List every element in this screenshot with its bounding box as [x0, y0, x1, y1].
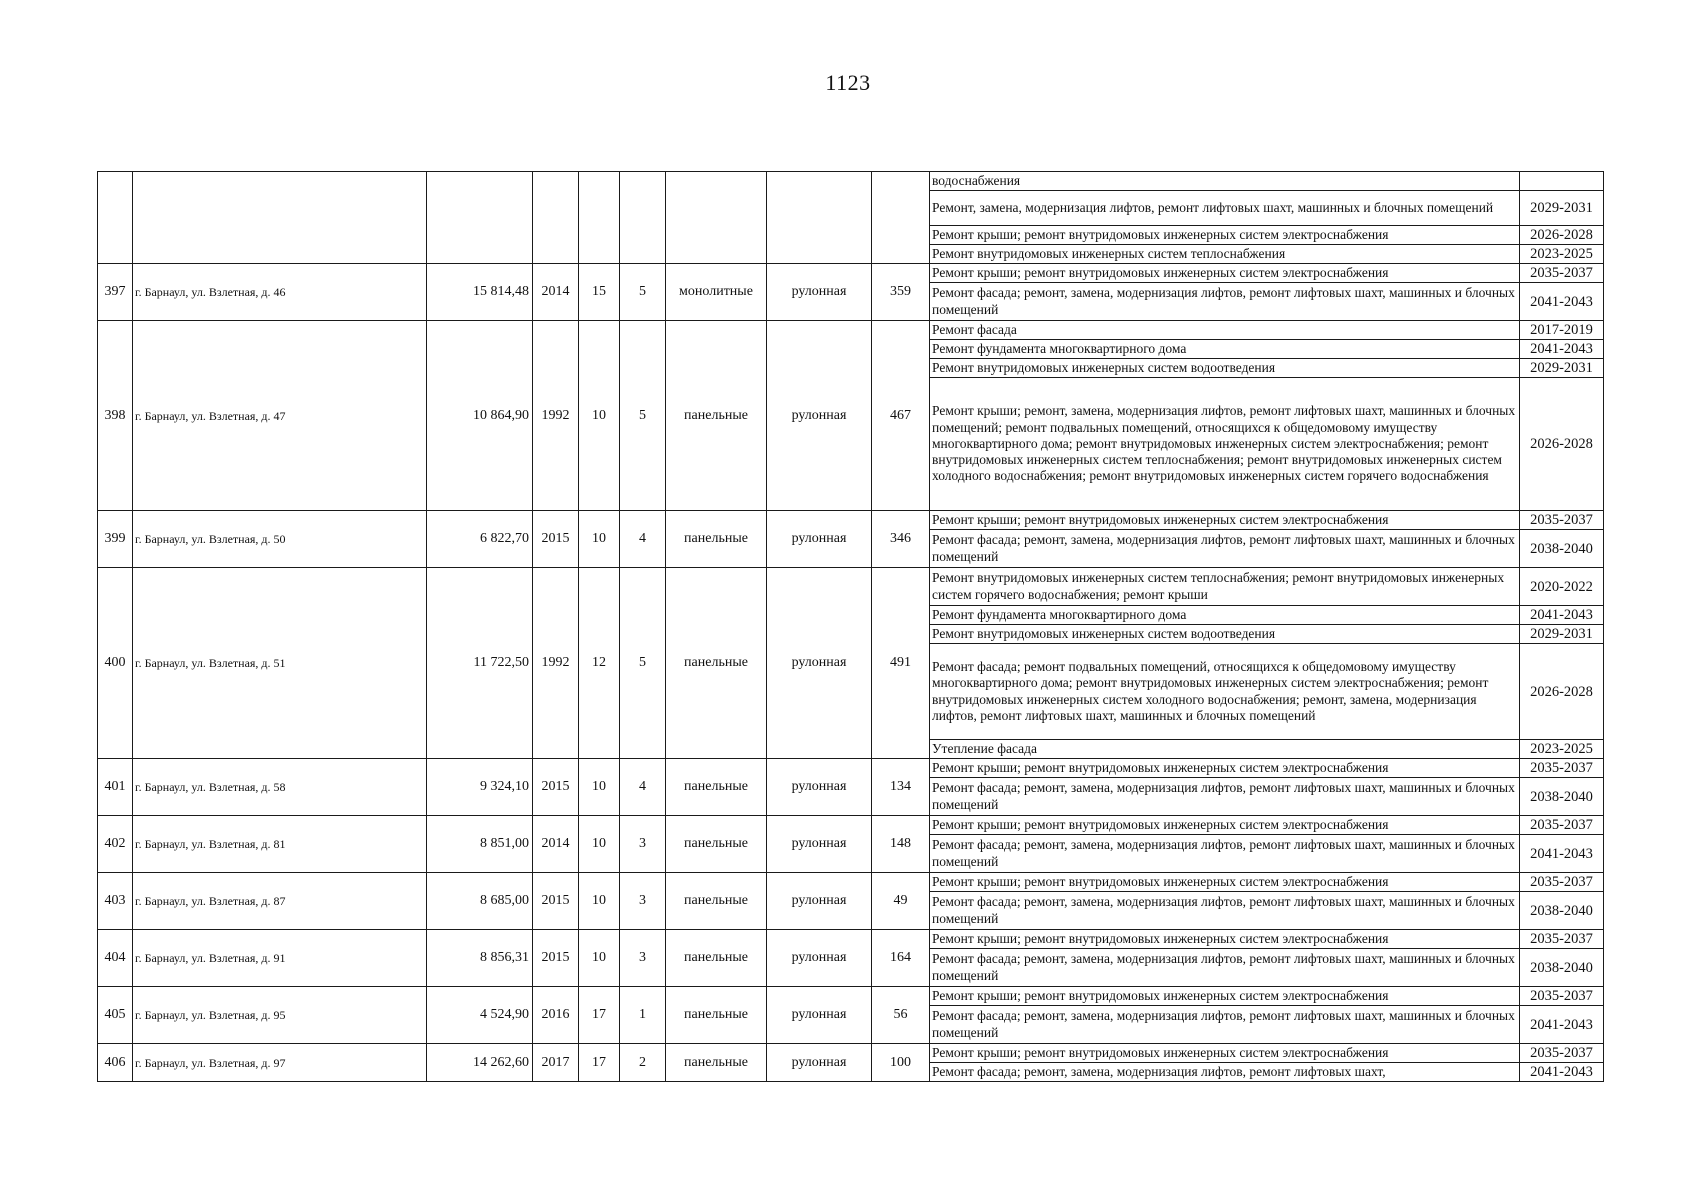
total-area: 15 814,48: [427, 264, 533, 321]
work-period: 2041-2043: [1520, 1063, 1604, 1082]
table-row: [98, 321, 1604, 340]
work-period: 2035-2037: [1520, 264, 1604, 283]
wall-material: панельные: [666, 759, 767, 816]
resident-count: 100: [872, 1044, 930, 1082]
resident-count: 134: [872, 759, 930, 816]
building-address: г. Барнаул, ул. Взлетная, д. 50: [133, 511, 427, 568]
entrance-count: 2: [620, 1044, 666, 1082]
table-row: [98, 511, 1604, 530]
table-row: [98, 873, 1604, 892]
entrance-count: 5: [620, 568, 666, 759]
commission-year: 1992: [533, 321, 579, 511]
residents-cell: [872, 172, 930, 264]
work-period: 2041-2043: [1520, 340, 1604, 359]
total-area: 8 856,31: [427, 930, 533, 987]
building-address: г. Барнаул, ул. Взлетная, д. 91: [133, 930, 427, 987]
roof-type: рулонная: [767, 873, 872, 930]
table-row: [98, 264, 1604, 283]
building-address: г. Барнаул, ул. Взлетная, д. 87: [133, 873, 427, 930]
resident-count: 491: [872, 568, 930, 759]
table-row: [98, 987, 1604, 1006]
resident-count: 49: [872, 873, 930, 930]
work-description: Ремонт крыши; ремонт внутридомовых инженерных систем электроснабжения: [930, 1044, 1520, 1063]
commission-year: 2015: [533, 930, 579, 987]
work-period: 2023-2025: [1520, 245, 1604, 264]
commission-year: 2015: [533, 873, 579, 930]
table-row: [98, 568, 1604, 606]
building-address: г. Барнаул, ул. Взлетная, д. 51: [133, 568, 427, 759]
work-description: Ремонт крыши; ремонт внутридомовых инженерных систем электроснабжения: [930, 816, 1520, 835]
roof-type: рулонная: [767, 930, 872, 987]
total-area: 11 722,50: [427, 568, 533, 759]
work-description: Ремонт фасада; ремонт подвальных помещений, относящихся к общедомовому имуществу многоквартирного дома; ремонт внутридомовых инженерных систем электроснабжения; ремонт внутридомовых инженерных систем холодного водоснабжения; ремонт, замена, модернизация лифтов, ремонт лифтовых шахт, машинных и блочных помещений: [930, 644, 1520, 740]
row-number: 397: [98, 264, 133, 321]
work-period: 2029-2031: [1520, 359, 1604, 378]
roof-type: рулонная: [767, 568, 872, 759]
work-description: Ремонт фасада; ремонт, замена, модернизация лифтов, ремонт лифтовых шахт, машинных и блочных помещений: [930, 530, 1520, 568]
address-cell: [133, 172, 427, 264]
entrance-count: 5: [620, 264, 666, 321]
housing-repair-table: [97, 171, 1604, 1082]
table-row: [98, 816, 1604, 835]
work-description: Ремонт фасада: [930, 321, 1520, 340]
work-description: водоснабжения: [930, 172, 1520, 191]
roof-cell: [767, 172, 872, 264]
resident-count: 346: [872, 511, 930, 568]
work-description: Ремонт крыши; ремонт внутридомовых инженерных систем электроснабжения: [930, 987, 1520, 1006]
roof-type: рулонная: [767, 987, 872, 1044]
floor-count: 17: [579, 987, 620, 1044]
year-cell: [533, 172, 579, 264]
commission-year: 2014: [533, 264, 579, 321]
wall-material: панельные: [666, 511, 767, 568]
floor-count: 10: [579, 930, 620, 987]
total-area: 8 685,00: [427, 873, 533, 930]
wall-material: панельные: [666, 1044, 767, 1082]
entrance-count: 3: [620, 816, 666, 873]
work-period: 2041-2043: [1520, 606, 1604, 625]
work-period: 2029-2031: [1520, 625, 1604, 644]
floors-cell: [579, 172, 620, 264]
entrance-count: 4: [620, 511, 666, 568]
work-period: 2038-2040: [1520, 530, 1604, 568]
work-description: Ремонт крыши; ремонт внутридомовых инженерных систем электроснабжения: [930, 511, 1520, 530]
work-period: 2020-2022: [1520, 568, 1604, 606]
total-area: 14 262,60: [427, 1044, 533, 1082]
roof-type: рулонная: [767, 264, 872, 321]
wall-material: панельные: [666, 568, 767, 759]
work-period: 2041-2043: [1520, 1006, 1604, 1044]
floor-count: 12: [579, 568, 620, 759]
building-address: г. Барнаул, ул. Взлетная, д. 97: [133, 1044, 427, 1082]
work-description: Ремонт крыши; ремонт внутридомовых инженерных систем электроснабжения: [930, 759, 1520, 778]
work-period: 2041-2043: [1520, 283, 1604, 321]
work-period: 2029-2031: [1520, 191, 1604, 226]
wall-material: монолитные: [666, 264, 767, 321]
work-description: Ремонт фасада; ремонт, замена, модернизация лифтов, ремонт лифтовых шахт, машинных и блочных помещений: [930, 949, 1520, 987]
table-row: [98, 930, 1604, 949]
work-period: 2035-2037: [1520, 873, 1604, 892]
commission-year: 2017: [533, 1044, 579, 1082]
work-description: Ремонт внутридомовых инженерных систем теплоснабжения: [930, 245, 1520, 264]
wall-material: панельные: [666, 873, 767, 930]
floor-count: 15: [579, 264, 620, 321]
entrance-count: 1: [620, 987, 666, 1044]
resident-count: 359: [872, 264, 930, 321]
building-address: г. Барнаул, ул. Взлетная, д. 46: [133, 264, 427, 321]
work-description: Ремонт фасада; ремонт, замена, модернизация лифтов, ремонт лифтовых шахт, машинных и блочных помещений: [930, 1006, 1520, 1044]
area-cell: [427, 172, 533, 264]
work-description: Ремонт фундамента многоквартирного дома: [930, 340, 1520, 359]
walls-cell: [666, 172, 767, 264]
entrance-count: 3: [620, 873, 666, 930]
work-description: Ремонт крыши; ремонт внутридомовых инженерных систем электроснабжения: [930, 264, 1520, 283]
roof-type: рулонная: [767, 816, 872, 873]
work-description: Ремонт фундамента многоквартирного дома: [930, 606, 1520, 625]
work-period: 2035-2037: [1520, 759, 1604, 778]
floor-count: 10: [579, 511, 620, 568]
work-description: Ремонт фасада; ремонт, замена, модернизация лифтов, ремонт лифтовых шахт,: [930, 1063, 1520, 1082]
row-number: 398: [98, 321, 133, 511]
entrance-count: 4: [620, 759, 666, 816]
building-address: г. Барнаул, ул. Взлетная, д. 58: [133, 759, 427, 816]
commission-year: 2015: [533, 511, 579, 568]
work-period: 2035-2037: [1520, 930, 1604, 949]
table-row: [98, 759, 1604, 778]
work-period: 2035-2037: [1520, 1044, 1604, 1063]
entrance-count: 3: [620, 930, 666, 987]
work-description: Ремонт, замена, модернизация лифтов, ремонт лифтовых шахт, машинных и блочных помещений: [930, 191, 1520, 226]
floor-count: 10: [579, 873, 620, 930]
resident-count: 148: [872, 816, 930, 873]
commission-year: 2015: [533, 759, 579, 816]
work-description: Ремонт фасада; ремонт, замена, модернизация лифтов, ремонт лифтовых шахт, машинных и блочных помещений: [930, 892, 1520, 930]
total-area: 10 864,90: [427, 321, 533, 511]
row-number: 406: [98, 1044, 133, 1082]
building-address: г. Барнаул, ул. Взлетная, д. 95: [133, 987, 427, 1044]
work-period: 2035-2037: [1520, 816, 1604, 835]
commission-year: 1992: [533, 568, 579, 759]
roof-type: рулонная: [767, 1044, 872, 1082]
row-number: 399: [98, 511, 133, 568]
row-number: 402: [98, 816, 133, 873]
resident-count: 467: [872, 321, 930, 511]
table-row: [98, 1044, 1604, 1063]
table-row: [98, 172, 1604, 191]
total-area: 6 822,70: [427, 511, 533, 568]
row-number: 405: [98, 987, 133, 1044]
roof-type: рулонная: [767, 759, 872, 816]
page-number: 1123: [825, 70, 871, 95]
wall-material: панельные: [666, 987, 767, 1044]
commission-year: 2016: [533, 987, 579, 1044]
work-description: Ремонт внутридомовых инженерных систем водоотведения: [930, 625, 1520, 644]
work-description: Ремонт фасада; ремонт, замена, модернизация лифтов, ремонт лифтовых шахт, машинных и блочных помещений: [930, 283, 1520, 321]
roof-type: рулонная: [767, 321, 872, 511]
building-address: г. Барнаул, ул. Взлетная, д. 47: [133, 321, 427, 511]
entrance-count: 5: [620, 321, 666, 511]
building-address: г. Барнаул, ул. Взлетная, д. 81: [133, 816, 427, 873]
num-cell: [98, 172, 133, 264]
total-area: 4 524,90: [427, 987, 533, 1044]
resident-count: 164: [872, 930, 930, 987]
work-period: 2035-2037: [1520, 987, 1604, 1006]
work-period: 2017-2019: [1520, 321, 1604, 340]
work-description: Ремонт внутридомовых инженерных систем водоотведения: [930, 359, 1520, 378]
work-period: 2041-2043: [1520, 835, 1604, 873]
work-period: 2026-2028: [1520, 378, 1604, 511]
work-description: Ремонт крыши; ремонт внутридомовых инженерных систем электроснабжения: [930, 873, 1520, 892]
work-description: Ремонт крыши; ремонт, замена, модернизация лифтов, ремонт лифтовых шахт, машинных и блочных помещений; ремонт подвальных помещений, относящихся к общедомовому имуществу многоквартирного дома; ремонт внутридомовых инженерных систем электроснабжения; ремонт внутридомовых инженерных систем теплоснабжения; ремонт внутридомовых инженерных систем холодного водоснабжения; ремонт внутридомовых инженерных систем горячего водоснабжения: [930, 378, 1520, 511]
work-period: 2038-2040: [1520, 892, 1604, 930]
table-body: [98, 172, 1604, 1082]
floor-count: 17: [579, 1044, 620, 1082]
wall-material: панельные: [666, 930, 767, 987]
total-area: 9 324,10: [427, 759, 533, 816]
work-period: 2038-2040: [1520, 949, 1604, 987]
work-period: 2023-2025: [1520, 740, 1604, 759]
work-description: Ремонт крыши; ремонт внутридомовых инженерных систем электроснабжения: [930, 226, 1520, 245]
commission-year: 2014: [533, 816, 579, 873]
row-number: 404: [98, 930, 133, 987]
work-period: 2035-2037: [1520, 511, 1604, 530]
floor-count: 10: [579, 816, 620, 873]
total-area: 8 851,00: [427, 816, 533, 873]
row-number: 401: [98, 759, 133, 816]
resident-count: 56: [872, 987, 930, 1044]
entrances-cell: [620, 172, 666, 264]
work-description: Ремонт внутридомовых инженерных систем теплоснабжения; ремонт внутридомовых инженерных систем горячего водоснабжения; ремонт крыши: [930, 568, 1520, 606]
work-period: 2026-2028: [1520, 644, 1604, 740]
floor-count: 10: [579, 759, 620, 816]
work-period: 2038-2040: [1520, 778, 1604, 816]
wall-material: панельные: [666, 816, 767, 873]
floor-count: 10: [579, 321, 620, 511]
row-number: 403: [98, 873, 133, 930]
work-description: Утепление фасада: [930, 740, 1520, 759]
work-description: Ремонт крыши; ремонт внутридомовых инженерных систем электроснабжения: [930, 930, 1520, 949]
work-description: Ремонт фасада; ремонт, замена, модернизация лифтов, ремонт лифтовых шахт, машинных и блочных помещений: [930, 778, 1520, 816]
row-number: 400: [98, 568, 133, 759]
roof-type: рулонная: [767, 511, 872, 568]
work-period: 2026-2028: [1520, 226, 1604, 245]
wall-material: панельные: [666, 321, 767, 511]
work-period: [1520, 172, 1604, 191]
work-description: Ремонт фасада; ремонт, замена, модернизация лифтов, ремонт лифтовых шахт, машинных и блочных помещений: [930, 835, 1520, 873]
